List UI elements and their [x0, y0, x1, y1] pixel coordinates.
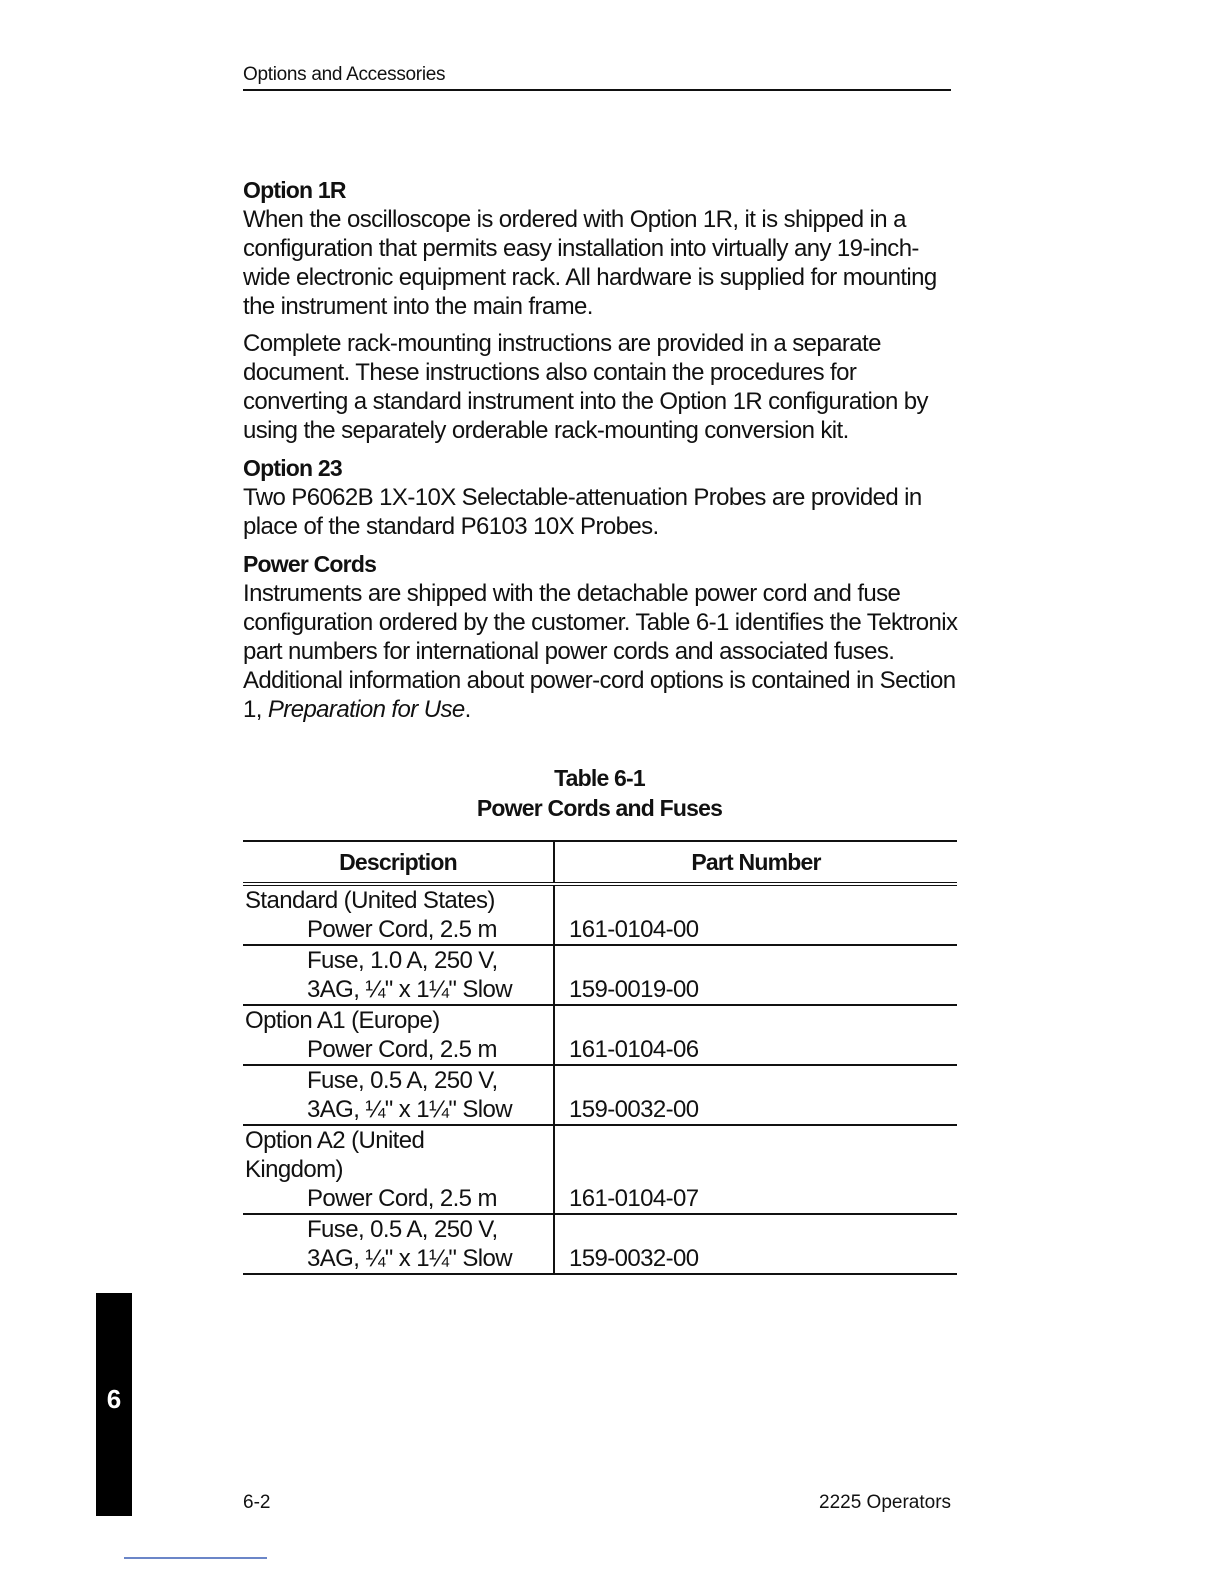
section-tab-number: 6 — [106, 1384, 122, 1414]
paragraph-text: Instruments are shipped with the detachable power cord and fuse configuration ordered by the customer. Table 6-1 identifies the Tektronix part numbers for international power cords and associated fuses. Additional information about power-cord options is contained in Section 1, — [243, 580, 958, 723]
page-number: 6-2 — [243, 1492, 271, 1513]
document-name: 2225 Operators — [819, 1492, 952, 1513]
section-reference: Preparation for Use — [267, 696, 465, 723]
fuse-description: 3AG, ¼" x 1¼" Slow — [307, 976, 513, 1003]
part-number: 159-0032-00 — [554, 1214, 957, 1274]
body-content — [243, 176, 963, 733]
table-cell — [243, 1125, 554, 1214]
section-heading: Power Cords — [243, 551, 377, 577]
table-row — [243, 1125, 957, 1214]
cord-description: Power Cord, 2.5 m — [307, 1185, 497, 1212]
header-rule — [243, 89, 951, 91]
part-number: 161-0104-07 — [554, 1125, 957, 1214]
table-row — [243, 945, 957, 1005]
table-row — [243, 1065, 957, 1125]
paragraph: When the oscilloscope is ordered with Option 1R, it is shipped in a configuration that permits easy installation into virtually any 19-inch-wide electronic equipment rack. All hardware is supplied for mounting the instrument into the main frame. — [243, 206, 937, 320]
paragraph: Complete rack-mounting instructions are provided in a separate document. These instructions also contain the procedures for converting a standard instrument into the Option 1R configuration by using the separately orderable rack-mounting conversion kit. — [243, 330, 928, 444]
option-name: Standard (United States) — [245, 887, 495, 914]
option-name: Kingdom) — [245, 1156, 343, 1183]
fuse-description: 3AG, ¼" x 1¼" Slow — [307, 1096, 513, 1123]
cord-description: Power Cord, 2.5 m — [307, 916, 497, 943]
paragraph-end: . — [464, 696, 471, 723]
section-option-1r — [243, 176, 963, 445]
table-cell — [243, 1005, 554, 1065]
fuse-description: Fuse, 0.5 A, 250 V, — [307, 1216, 498, 1243]
running-header: Options and Accessories — [243, 64, 446, 85]
part-number: 161-0104-06 — [554, 1005, 957, 1065]
table-caption — [243, 763, 956, 823]
table-cell — [243, 1065, 554, 1125]
part-number: 159-0019-00 — [554, 945, 957, 1005]
part-number: 161-0104-00 — [554, 884, 957, 945]
option-name: Option A2 (United — [245, 1127, 425, 1154]
table-title: Power Cords and Fuses — [476, 795, 723, 821]
column-header-part-number: Part Number — [554, 841, 957, 884]
table-number: Table 6-1 — [554, 765, 645, 791]
table-row — [243, 1005, 957, 1065]
column-header-description: Description — [243, 841, 554, 884]
fuse-description: Fuse, 0.5 A, 250 V, — [307, 1067, 498, 1094]
table-cell — [243, 884, 554, 945]
table-cell — [243, 945, 554, 1005]
table-row — [243, 1214, 957, 1274]
section-option-23 — [243, 454, 963, 541]
section-heading: Option 23 — [243, 455, 342, 481]
bottom-rule — [124, 1557, 267, 1559]
fuse-description: Fuse, 1.0 A, 250 V, — [307, 947, 498, 974]
paragraph: Two P6062B 1X-10X Selectable-attenuation Probes are provided in place of the standard P6103 10X Probes. — [243, 484, 922, 540]
power-cords-table — [243, 840, 957, 1275]
table-cell — [243, 1214, 554, 1274]
paragraph — [243, 579, 963, 724]
cord-description: Power Cord, 2.5 m — [307, 1036, 497, 1063]
fuse-description: 3AG, ¼" x 1¼" Slow — [307, 1245, 513, 1272]
table-row — [243, 884, 957, 945]
part-number: 159-0032-00 — [554, 1065, 957, 1125]
section-heading: Option 1R — [243, 177, 346, 203]
table-header-row — [243, 841, 957, 884]
section-power-cords — [243, 550, 963, 724]
option-name: Option A1 (Europe) — [245, 1007, 440, 1034]
